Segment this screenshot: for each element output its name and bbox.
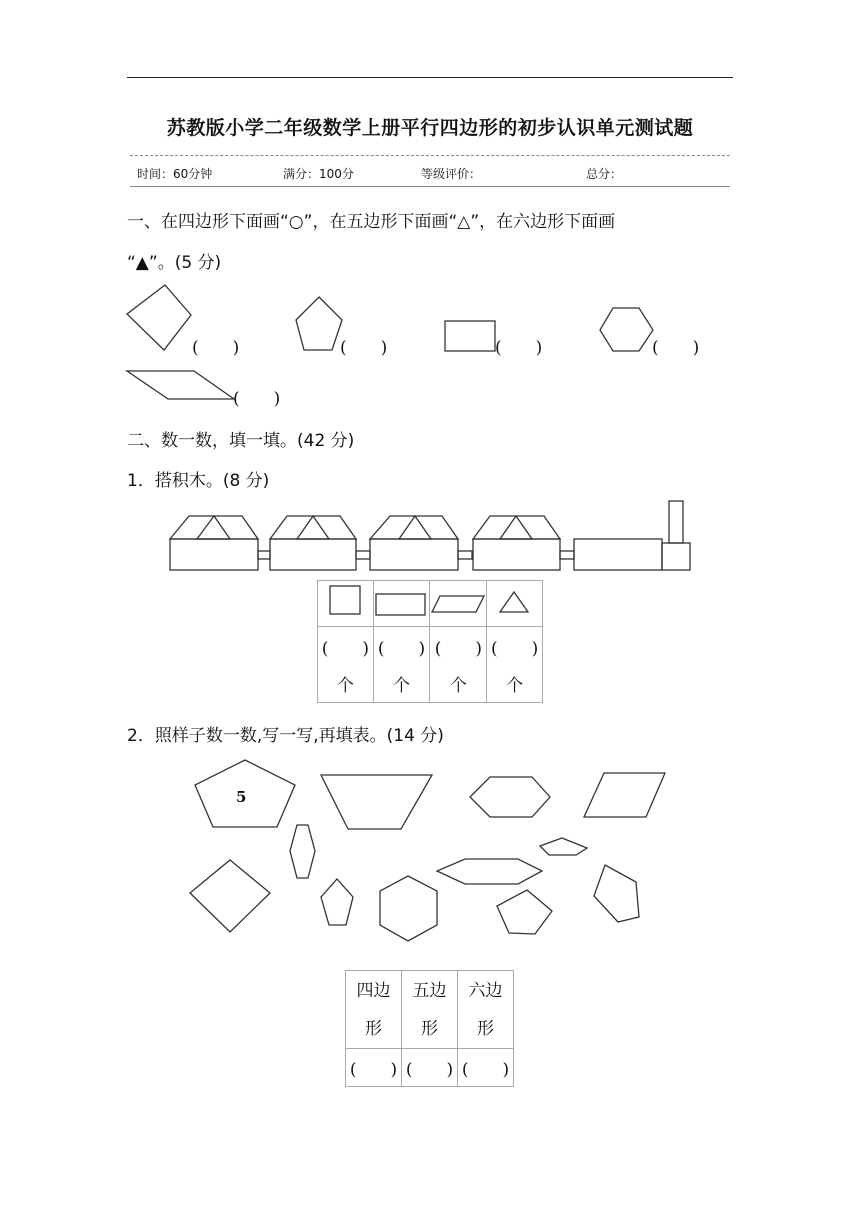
meta-grade: 等级评价： <box>421 167 482 181</box>
header-pentagon <box>402 971 458 1049</box>
meta-full-score: 满分：100分 <box>283 167 354 181</box>
answer-blank-5[interactable]: ( ) <box>233 389 281 409</box>
parallelogram-shape <box>584 773 665 817</box>
answer-blank-2[interactable]: ( ) <box>340 338 388 358</box>
count-blank[interactable]: ( ) <box>377 638 426 659</box>
count-unit: 个 <box>336 675 354 696</box>
narrow-hexagon-shape <box>290 825 315 878</box>
diamond-shape <box>190 860 270 932</box>
header-label: 四边形 <box>356 980 391 1039</box>
meta-time: 时间：60分钟 <box>137 167 213 181</box>
count-blank[interactable]: ( ) <box>321 638 369 659</box>
count-blank[interactable]: ( ) <box>405 1060 454 1080</box>
header-hexagon <box>458 971 514 1049</box>
count-blank[interactable]: ( ) <box>461 1060 510 1080</box>
header-quadrilateral <box>346 971 402 1049</box>
count-blank[interactable]: ( ) <box>349 1060 398 1080</box>
section2-q1: 1．搭积木。(8 分) <box>127 471 270 491</box>
section2-q2: 2．照样子数一数,写一写,再填表。(14 分) <box>127 726 444 746</box>
tilted-pentagon-shape <box>497 890 552 934</box>
polygon-count-cell[interactable] <box>402 1049 458 1087</box>
small-pentagon-shape <box>540 838 587 855</box>
tall-pentagon-shape <box>321 879 353 925</box>
large-hexagon-shape <box>380 876 437 941</box>
trapezoid-shape <box>321 775 432 829</box>
page-title: 苏教版小学二年级数学上册平行四边形的初步认识单元测试题 <box>166 117 694 139</box>
flat-hexagon-shape <box>437 859 542 884</box>
count-unit: 个 <box>506 675 524 696</box>
header-label: 五边形 <box>412 980 447 1039</box>
hexagon-shape <box>470 777 550 817</box>
count-blank[interactable]: ( ) <box>491 638 539 659</box>
section2-heading: 二、数一数，填一填。(42 分) <box>127 431 355 451</box>
meta-total: 总分： <box>586 167 623 181</box>
count-blank[interactable]: ( ) <box>434 638 482 659</box>
polygon-count-table <box>345 970 514 1087</box>
answer-blank-1[interactable]: ( ) <box>192 338 240 358</box>
count-unit: 个 <box>392 675 410 696</box>
sample-number-label: 5 <box>236 788 247 806</box>
answer-blank-4[interactable]: ( ) <box>652 338 700 358</box>
polygon-count-cell[interactable] <box>458 1049 514 1087</box>
answer-blank-3[interactable]: ( ) <box>495 338 543 358</box>
irregular-pentagon-shape <box>594 865 639 922</box>
count-unit: 个 <box>449 675 467 696</box>
polygon-count-cell[interactable] <box>346 1049 402 1087</box>
section1-line2: “▲”。(5 分) <box>127 253 222 273</box>
section1-line1: 一、在四边形下面画“○”，在五边形下面画“△”，在六边形下面画 <box>127 212 616 232</box>
header-label: 六边形 <box>468 980 503 1039</box>
